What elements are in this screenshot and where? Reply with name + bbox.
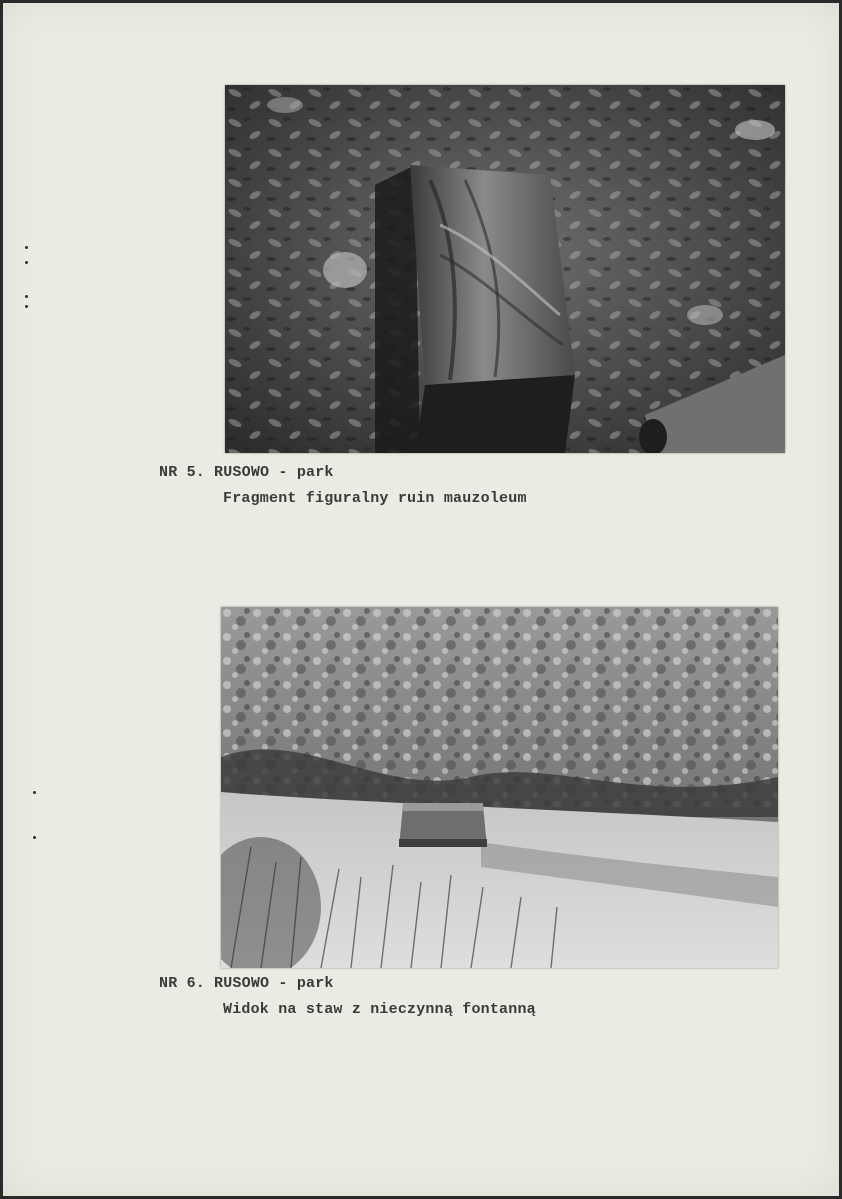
- photo-number: NR 6.: [159, 975, 206, 992]
- margin-mark: [25, 246, 28, 249]
- photo-description: Fragment figuralny ruin mauzoleum: [223, 490, 527, 507]
- margin-mark: [25, 295, 28, 298]
- margin-mark: [25, 261, 28, 264]
- margin-mark: [33, 836, 36, 839]
- photo-caption: [159, 460, 527, 512]
- margin-mark: [33, 791, 36, 794]
- photo-mausoleum-fragment: [225, 85, 785, 453]
- photo-number: NR 5.: [159, 464, 206, 481]
- photo-pond-fountain-image: [221, 607, 778, 968]
- photo-mausoleum-fragment-image: [225, 85, 785, 453]
- photo-place: RUSOWO - park: [214, 975, 334, 992]
- photo-description: Widok na staw z nieczynną fontanną: [223, 1001, 536, 1018]
- margin-mark: [25, 305, 28, 308]
- photo-caption: [159, 971, 536, 1023]
- photo-place: RUSOWO - park: [214, 464, 334, 481]
- document-page: [3, 3, 839, 1196]
- photo-pond-fountain: [221, 607, 778, 968]
